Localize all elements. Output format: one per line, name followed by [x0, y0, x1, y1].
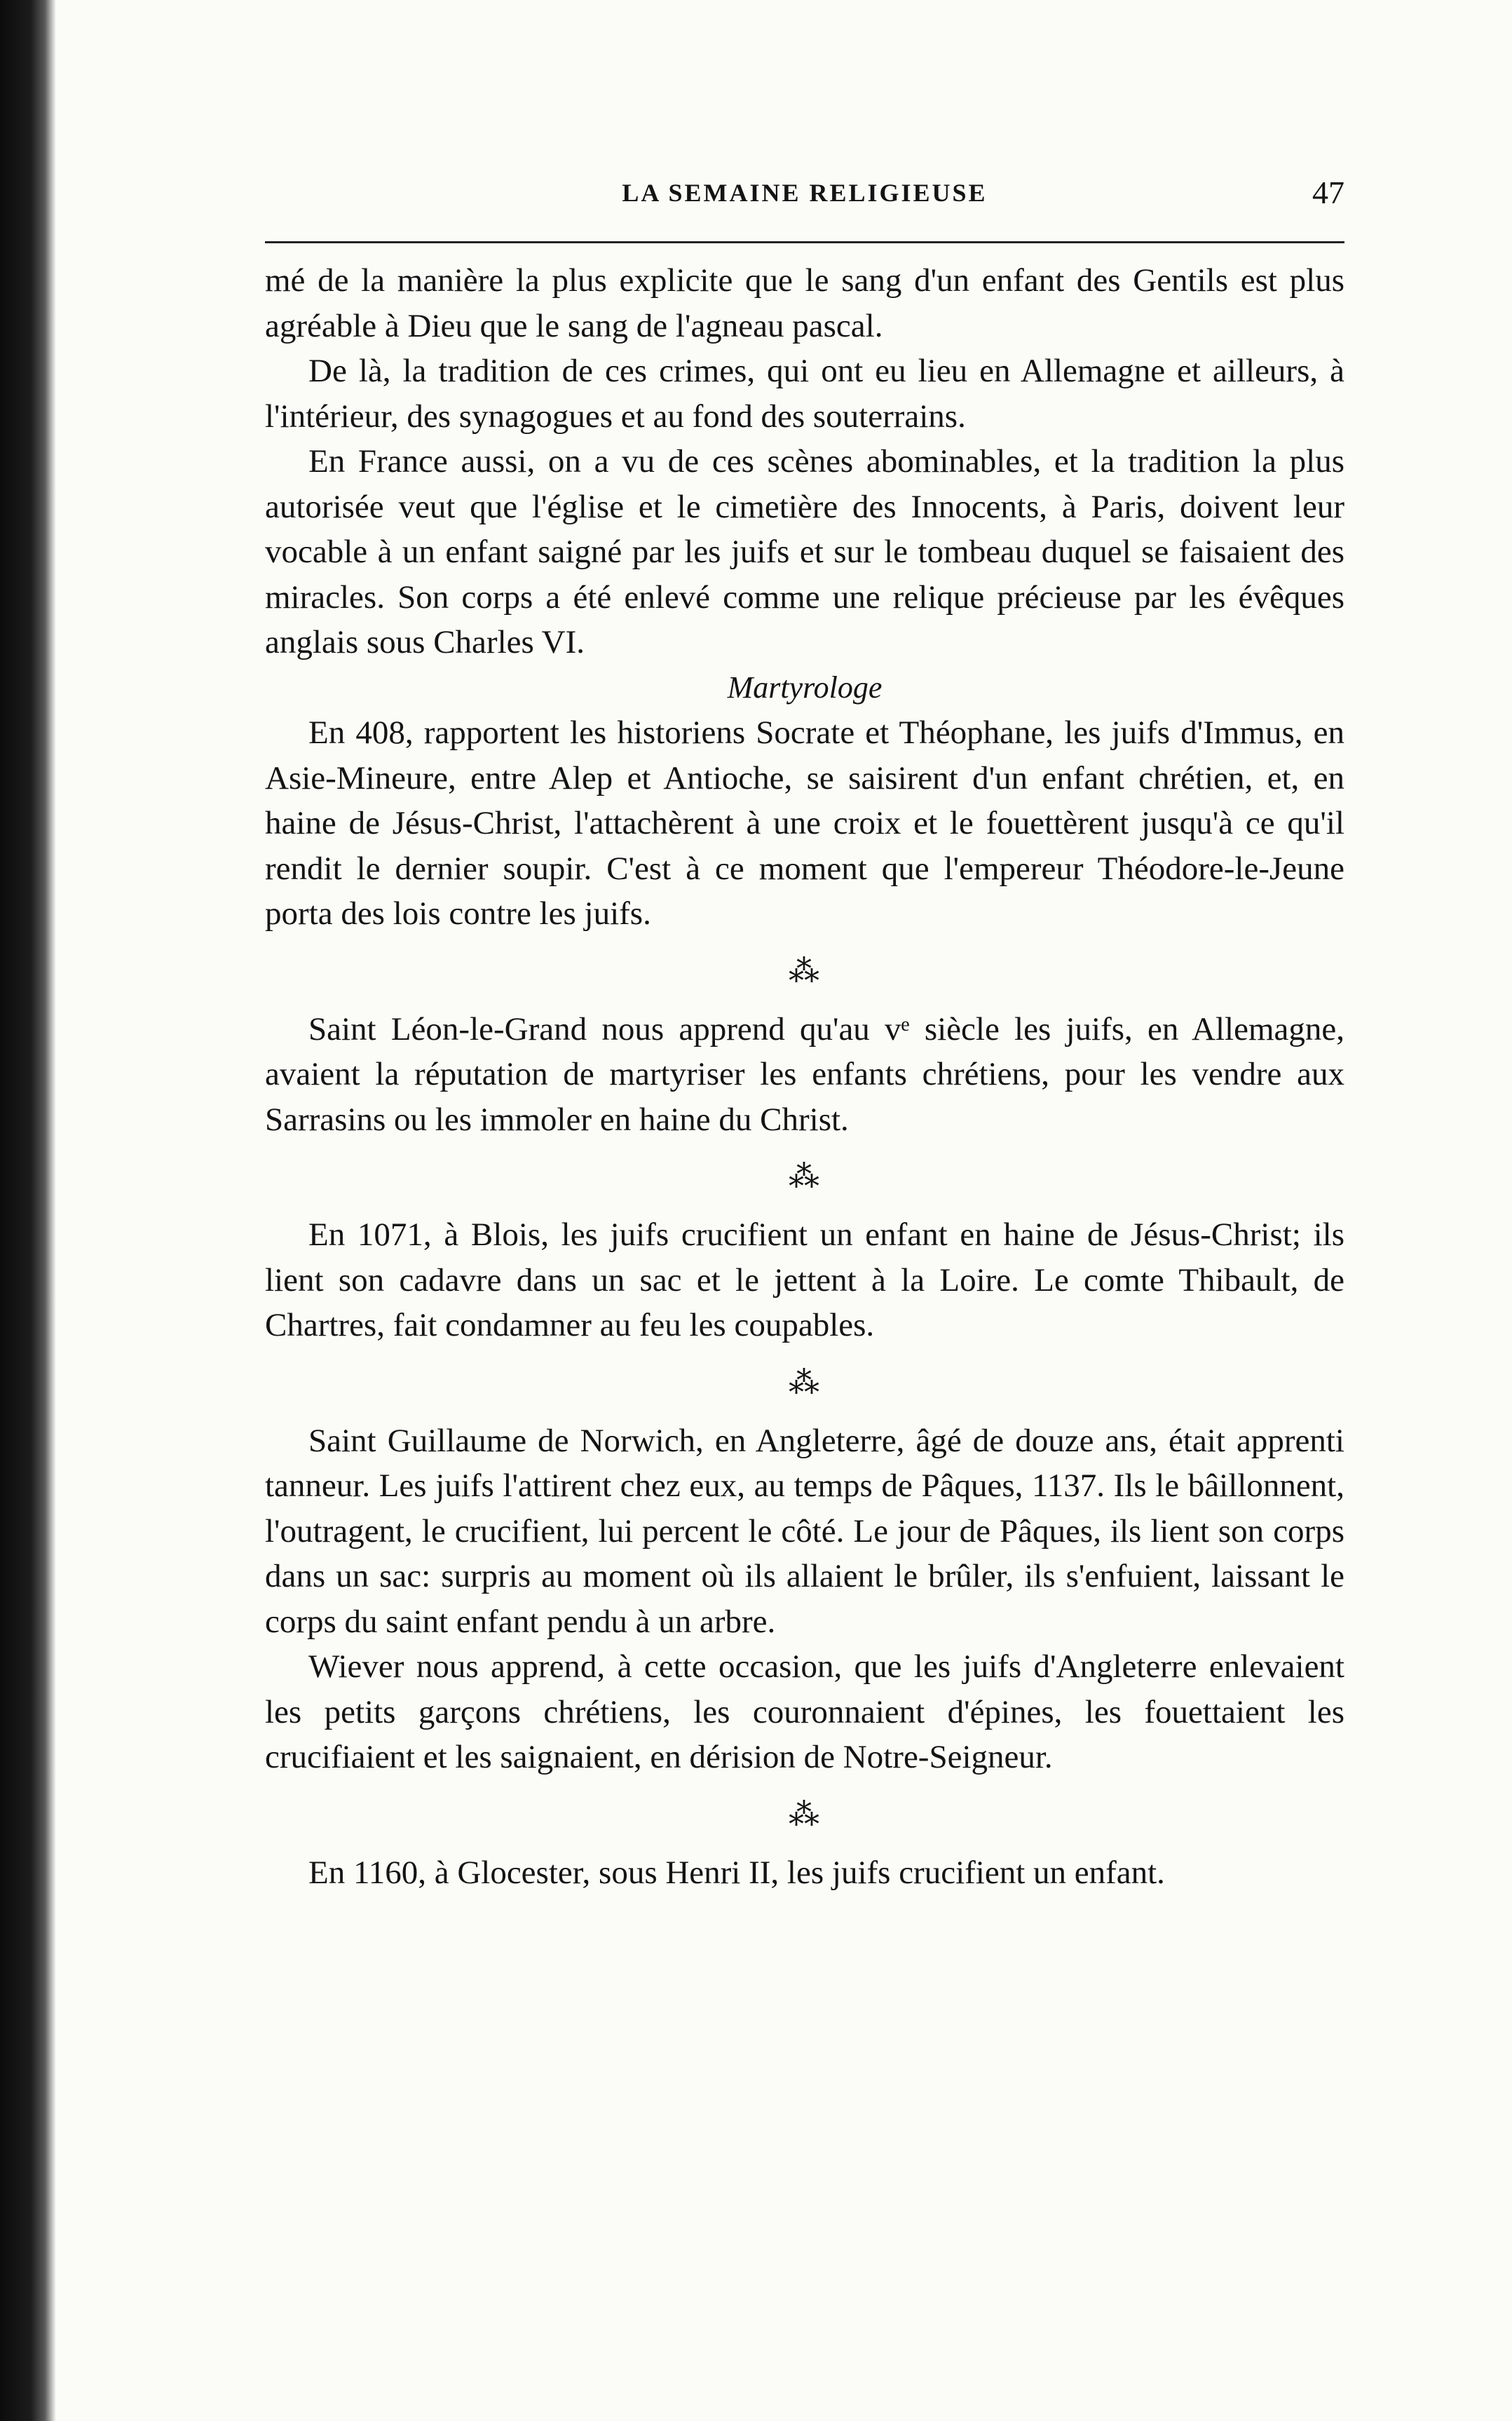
asterism-4: ⁂ — [789, 1797, 821, 1832]
paragraph-4: En 408, rapportent les historiens Socrate et Théophane, les juifs d'Immus, en Asie-Mineure, entre Alep et Antioche, se saisirent d'un enfant chrétien, et, en haine de Jésus-Christ, l'attachèrent à une croix et le fouettèrent jusqu'à ce qu'il rendit le dernier soupir. C'est à ce moment que l'empereur Théodore-le-Jeune porta des lois contre les juifs. — [265, 714, 1344, 932]
body-text — [265, 258, 1344, 1895]
running-title: LA SEMAINE RELIGIEUSE — [622, 179, 988, 207]
page-number: 47 — [1312, 175, 1344, 210]
running-head — [265, 174, 1344, 223]
asterism-1: ⁂ — [789, 954, 821, 989]
page — [265, 0, 1344, 2421]
paragraph-2: De là, la tradition de ces crimes, qui ont eu lieu en Allemagne et ailleurs, à l'intérieur, des synagogues et au fond des souterrains. — [265, 353, 1344, 435]
asterism-2: ⁂ — [789, 1160, 821, 1194]
binding-edge — [0, 0, 56, 2421]
asterism-3: ⁂ — [789, 1365, 821, 1400]
paragraph-7: Saint Guillaume de Norwich, en Angleterre, âgé de douze ans, était apprenti tanneur. Les juifs l'attirent chez eux, au temps de Pâques, 1137. Ils le bâillonnent, l'outragent, le crucifient, lui percent le côté. Le jour de Pâques, ils lient son corps dans un sac: surpris au moment où ils allaient le brûler, ils s'enfuient, laissant le corps du saint enfant pendu à un arbre. — [265, 1422, 1344, 1640]
paragraph-8: Wiever nous apprend, à cette occasion, que les juifs d'Angleterre enlevaient les petits garçons chrétiens, les couronnaient d'épines, les fouettaient les crucifiaient et les saignaient, en dérision de Notre-Seigneur. — [265, 1648, 1344, 1775]
section-heading: Martyrologe — [727, 670, 883, 705]
paragraph-1: mé de la manière la plus explicite que le sang d'un enfant des Gentils est plus agréable à Dieu que le sang de l'agneau pascal. — [265, 262, 1344, 344]
paragraph-9: En 1160, à Glocester, sous Henri II, les juifs crucifient un enfant. — [308, 1854, 1165, 1891]
paragraph-6: En 1071, à Blois, les juifs crucifient un enfant en haine de Jésus-Christ; ils lient son cadavre dans un sac et le jettent à la Loire. Le comte Thibault, de Chartres, fait condamner au feu les coupables. — [265, 1216, 1344, 1343]
paragraph-5: Saint Léon-le-Grand nous apprend qu'au vᵉ siècle les juifs, en Allemagne, avaient la réputation de martyriser les enfants chrétiens, pour les vendre aux Sarrasins ou les immoler en haine du Christ. — [265, 1010, 1344, 1138]
header-rule — [265, 241, 1344, 243]
paragraph-3: En France aussi, on a vu de ces scènes abominables, et la tradition la plus autorisée veut que l'église et le cimetière des Innocents, à Paris, doivent leur vocable à un enfant saigné par les juifs et sur le tombeau duquel se faisaient des miracles. Son corps a été enlevé comme une relique précieuse par les évêques anglais sous Charles VI. — [265, 443, 1344, 660]
